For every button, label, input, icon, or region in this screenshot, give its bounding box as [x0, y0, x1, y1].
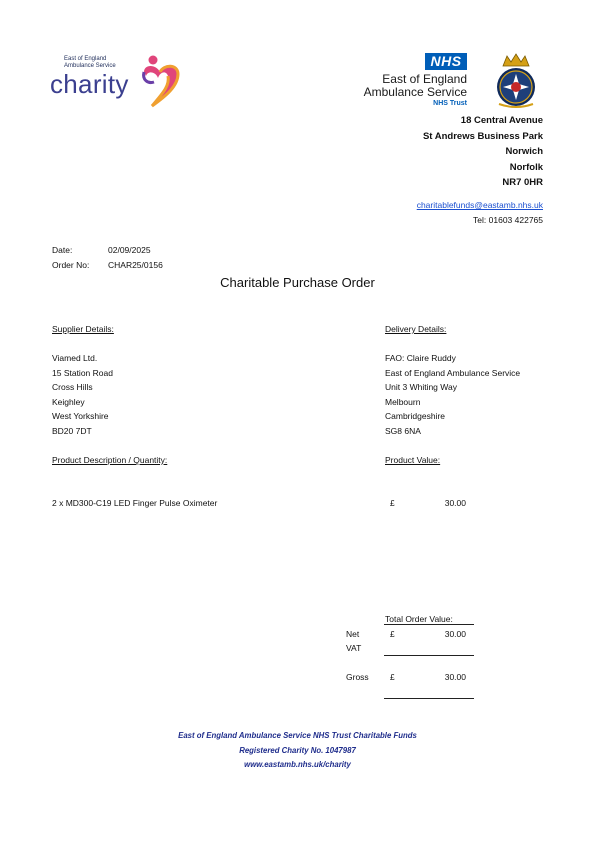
order-number-label: Order No:	[52, 260, 90, 270]
gross-rule	[384, 698, 474, 699]
total-order-value-heading: Total Order Value:	[385, 614, 453, 624]
document-title: Charitable Purchase Order	[220, 275, 375, 290]
order-date-label: Date:	[52, 245, 73, 255]
product-description-heading: Product Description / Quantity:	[52, 455, 168, 465]
charity-logo	[50, 52, 185, 110]
gross-label: Gross	[346, 672, 369, 682]
address-line: St Andrews Business Park	[422, 130, 543, 142]
gross-currency: £	[390, 672, 395, 682]
supplier-heading: Supplier Details:	[52, 324, 114, 334]
charity-tagline-line-1: East of England	[64, 56, 107, 62]
address-line: Norwich	[505, 146, 543, 157]
product-value-heading: Product Value:	[385, 455, 441, 465]
net-value: 30.00	[444, 629, 466, 639]
supplier-line: Cross Hills	[52, 382, 93, 393]
charity-logo-tagline	[64, 56, 116, 69]
total-heading-rule	[384, 624, 474, 625]
charity-tagline-line-2: Ambulance Service	[64, 62, 116, 69]
product-item-value: 30.00	[444, 498, 466, 508]
charity-wordmark: charity	[50, 69, 129, 99]
nhs-trust-label: NHS Trust	[433, 100, 467, 107]
address-line: 18 Central Avenue	[460, 115, 543, 126]
trust-address	[423, 113, 543, 191]
nhs-badge: NHS	[425, 53, 467, 70]
supplier-line: BD20 7DT	[52, 425, 92, 436]
delivery-line: SG8 6NA	[385, 425, 421, 436]
supplier-line: Viamed Ltd.	[52, 353, 98, 363]
supplier-details	[52, 351, 113, 439]
vat-label: VAT	[346, 643, 362, 653]
net-label: Net	[346, 629, 360, 639]
nhs-org-line-1: East of England	[382, 72, 467, 86]
supplier-line: Keighley	[52, 396, 85, 407]
delivery-line: Melbourn	[385, 396, 421, 407]
nhs-org-line-2: Ambulance Service	[363, 84, 467, 99]
supplier-line: 15 Station Road	[52, 367, 113, 378]
contact-telephone: Tel: 01603 422765	[473, 215, 543, 225]
footer-charity-number: Registered Charity No. 1047987	[239, 745, 356, 755]
delivery-line: Unit 3 Whiting Way	[385, 382, 457, 393]
order-date-value: 02/09/2025	[108, 245, 151, 255]
address-line: NR7 0HR	[502, 177, 543, 188]
delivery-line: Cambridgeshire	[385, 411, 445, 422]
delivery-heading: Delivery Details:	[385, 324, 447, 334]
vat-rule	[384, 655, 474, 656]
contact-email-link[interactable]: charitablefunds@eastamb.nhs.uk	[416, 200, 543, 210]
footer-website-link[interactable]: www.eastamb.nhs.uk/charity	[244, 760, 351, 769]
address-line: Norfolk	[509, 161, 543, 173]
footer-charity-name: East of England Ambulance Service NHS Trust Charitable Funds	[178, 731, 417, 740]
order-number-value: CHAR25/0156	[108, 260, 163, 270]
heart-person-icon	[138, 54, 186, 110]
net-currency: £	[390, 629, 395, 639]
delivery-details	[385, 351, 520, 439]
gross-value: 30.00	[444, 672, 466, 682]
delivery-line: East of England Ambulance Service	[385, 367, 521, 378]
product-item-description: 2 x MD300-C19 LED Finger Pulse Oximeter	[52, 498, 218, 508]
nhs-logo	[345, 53, 470, 111]
delivery-line: FAO: Claire Ruddy	[385, 353, 456, 363]
supplier-line: West Yorkshire	[52, 411, 109, 422]
product-item-currency: £	[390, 498, 395, 508]
footer	[0, 729, 595, 773]
nhs-organisation-name	[364, 73, 467, 98]
ambulance-crest-icon	[489, 52, 543, 108]
